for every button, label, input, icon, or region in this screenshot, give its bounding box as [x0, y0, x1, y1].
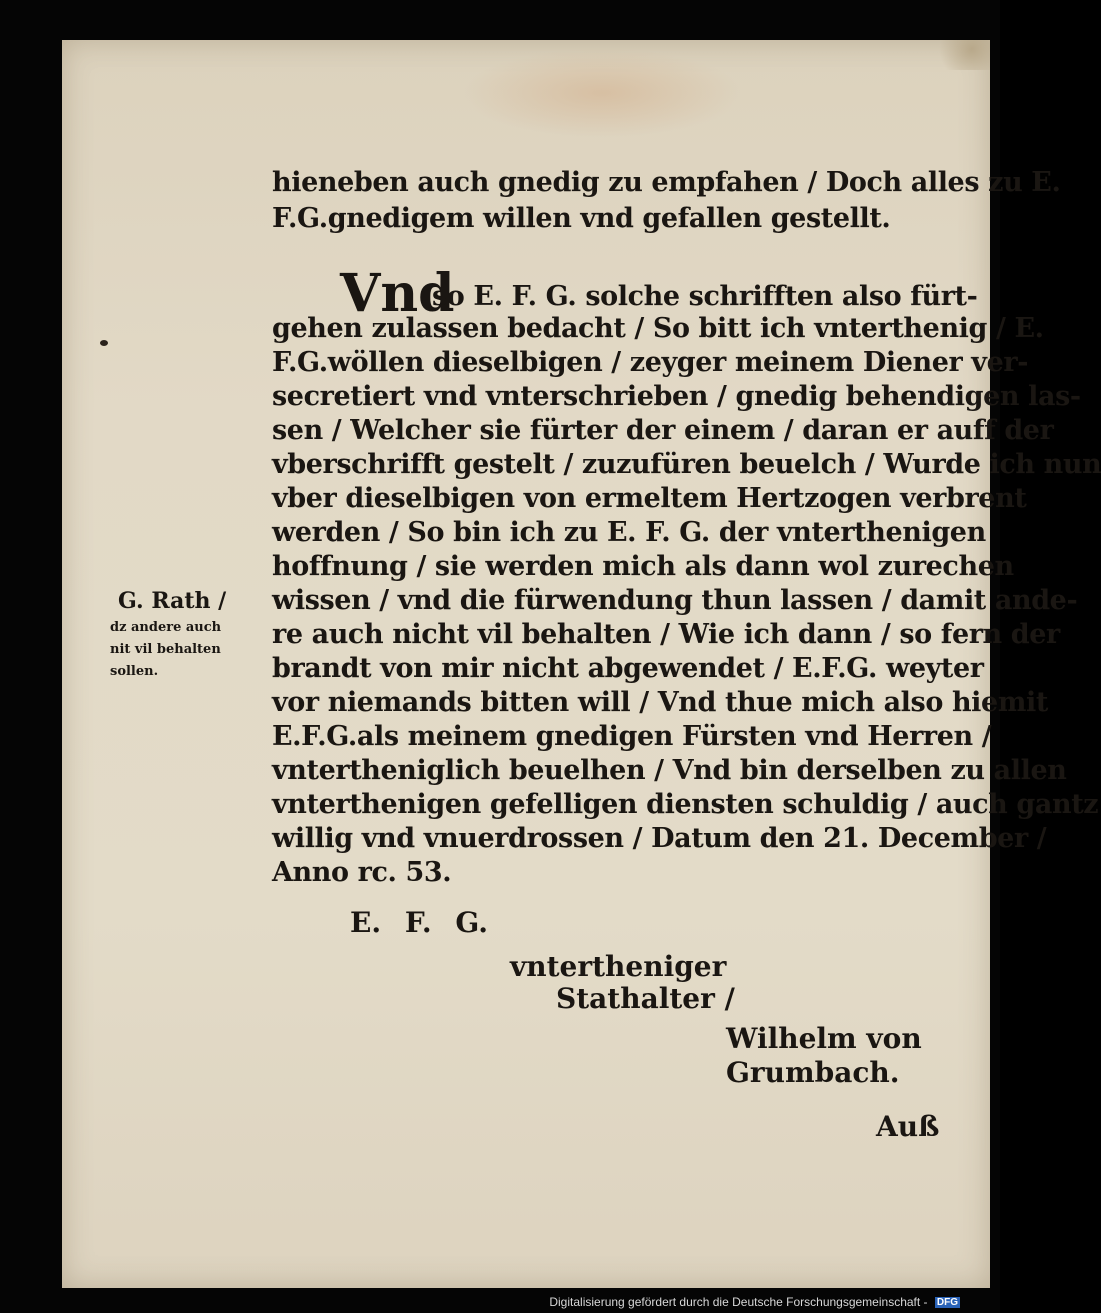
- margin-note-line: dz andere auch: [110, 620, 222, 635]
- footer-text: Digitalisierung gefördert durch die Deutsche Forschungsgemeinschaft -: [549, 1295, 928, 1309]
- paragraph-line: gehen zulassen bedacht / So bitt ich vnterthenig / E.: [272, 313, 1044, 344]
- signature-salutation: E. F. G.: [350, 906, 489, 939]
- paragraph-initial: Vnd: [340, 263, 455, 324]
- paragraph-line: secretiert vnd vnterschrieben / gnedig behendigen las-: [272, 381, 1081, 412]
- paragraph-line: vberschrifft gestelt / zuzufüren beuelch / Wurde ich nun: [272, 449, 1101, 480]
- footer-credit: [549, 1295, 960, 1309]
- paragraph-line: F.G.wöllen dieselbigen / zeyger meinem Diener ver-: [272, 347, 1028, 378]
- signature-name-line-2: Grumbach.: [726, 1056, 900, 1089]
- dfg-logo-icon: DFG: [936, 1297, 958, 1309]
- page-top-stain: [462, 48, 742, 138]
- catchword: Auß: [876, 1110, 940, 1143]
- paragraph-line: wissen / vnd die fürwendung thun lassen / damit ande-: [272, 585, 1078, 616]
- header-line-2: F.G.gnedigem willen vnd gefallen gestellt.: [272, 203, 891, 234]
- paragraph-line: E.F.G.als meinem gnedigen Fürsten vnd Herren /: [272, 721, 992, 752]
- paragraph-line: brandt von mir nicht abgewendet / E.F.G. weyter: [272, 653, 984, 684]
- margin-note-title: G. Rath /: [118, 588, 227, 614]
- page-corner-stain: [930, 40, 990, 70]
- paragraph-line: vor niemands bitten will / Vnd thue mich also hiemit: [272, 687, 1048, 718]
- paragraph-line: vntertheniglich beuelhen / Vnd bin derselben zu allen: [272, 755, 1067, 786]
- margin-note-line: nit vil behalten: [110, 642, 221, 657]
- header-line-1: hieneben auch gnedig zu empfahen / Doch alles zu E.: [272, 167, 1061, 198]
- margin-note-line: sollen.: [110, 664, 159, 679]
- paragraph-line: willig vnd vnuerdrossen / Datum den 21. December /: [272, 823, 1047, 854]
- signature-name-line-1: Wilhelm von: [726, 1022, 922, 1055]
- paragraph-line: re auch nicht vil behalten / Wie ich dann / so fern der: [272, 619, 1060, 650]
- signature-title-line-1: vntertheniger: [510, 950, 727, 983]
- paragraph-line: sen / Welcher sie fürter der einem / daran er auff der: [272, 415, 1054, 446]
- paragraph-line-first: so E. F. G. solche schrifften also fürt-: [432, 281, 978, 312]
- paragraph-line: werden / So bin ich zu E. F. G. der vnterthenigen: [272, 517, 986, 548]
- paragraph-line: Anno rc. 53.: [272, 857, 452, 888]
- paragraph-line: vber dieselbigen von ermeltem Hertzogen verbrent: [272, 483, 1027, 514]
- signature-title-line-2: Stathalter /: [556, 982, 735, 1015]
- paragraph-line: hoffnung / sie werden mich als dann wol zurechen: [272, 551, 1014, 582]
- paragraph-line: vnterthenigen gefelligen diensten schuldig / auch gantz: [272, 789, 1099, 820]
- margin-ink-dot: [100, 340, 108, 346]
